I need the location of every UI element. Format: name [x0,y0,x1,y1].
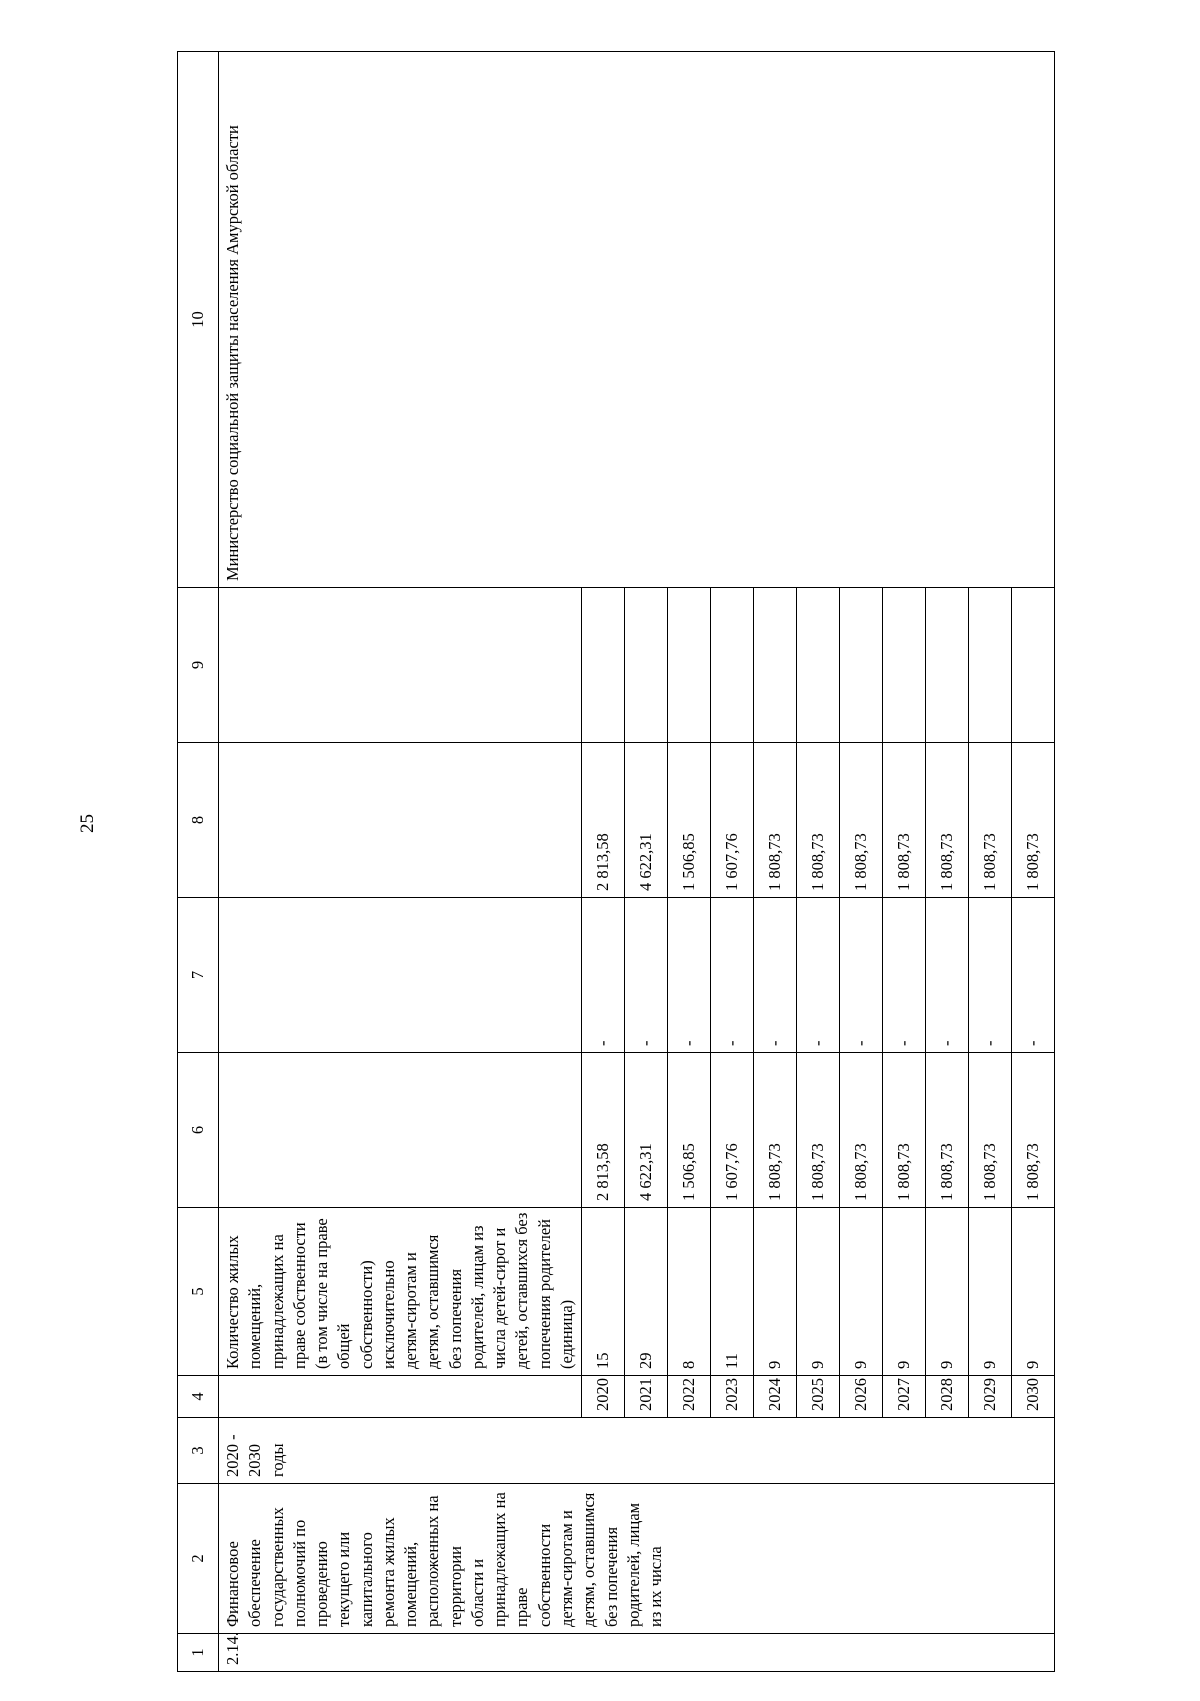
dash-cell: - [625,898,668,1053]
empty-cell [219,743,582,898]
amount-cell: 1 808,73 [754,743,797,898]
empty-cell [797,588,840,743]
count-cell: 9 [754,1208,797,1376]
empty-cell [219,898,582,1053]
amount-cell: 1 808,73 [797,1053,840,1208]
amount-cell: 2 813,58 [582,743,625,898]
header-cell: 1 [178,1634,219,1672]
dash-cell: - [754,898,797,1053]
header-cell: 8 [178,743,219,898]
count-cell: 9 [797,1208,840,1376]
header-cell: 2 [178,1484,219,1634]
amount-cell: 1 808,73 [926,1053,969,1208]
amount-cell: 4 622,31 [625,743,668,898]
amount-cell: 1 607,76 [711,1053,754,1208]
amount-cell: 1 808,73 [754,1053,797,1208]
year-cell: 2020 [582,1376,625,1418]
header-cell: 3 [178,1418,219,1484]
dash-cell: - [969,898,1012,1053]
empty-cell [926,588,969,743]
empty-cell [219,1053,582,1208]
amount-cell: 1 808,73 [883,743,926,898]
program-table [177,51,1055,1672]
header-row [178,52,219,1672]
amount-cell: 1 808,73 [883,1053,926,1208]
year-cell: 2025 [797,1376,840,1418]
page-number: 25 [77,814,98,833]
amount-cell: 4 622,31 [625,1053,668,1208]
count-cell: 9 [1012,1208,1055,1376]
header-cell: 10 [178,52,219,588]
dash-cell: - [883,898,926,1053]
amount-cell: 1 808,73 [840,743,883,898]
count-cell: 15 [582,1208,625,1376]
header-cell: 9 [178,588,219,743]
empty-cell [840,588,883,743]
indicator-text: Количество жилых помещений, принадлежащих на праве собственности (в том числе на праве общей собственности) исключительно детям-сиротам и детям, оставшимся без попечения родителей, лицам из числа детей-сирот и детей, оставшихся без попечения родителей (единица) [219,1208,582,1376]
rotated-table-wrapper [177,52,1043,1672]
count-cell: 29 [625,1208,668,1376]
year-cell: 2022 [668,1376,711,1418]
header-cell: 6 [178,1053,219,1208]
empty-cell [219,588,582,743]
item-name: Финансовое обеспечение государственных полномочий по проведению текущего или капитального ремонта жилых помещений, расположенных на территории области и принадлежащих на праве собственности детям-сиротам и детям, оставшимся без попечения родителей, лицам из их числа [219,1484,1055,1634]
amount-cell: 1 808,73 [797,743,840,898]
dash-cell: - [582,898,625,1053]
amount-cell: 1 808,73 [969,743,1012,898]
empty-cell [668,588,711,743]
empty-cell [1012,588,1055,743]
amount-cell: 1 808,73 [969,1053,1012,1208]
header-cell: 7 [178,898,219,1053]
executor-cell: Министерство социальной защиты населения Амурской области [219,52,1055,588]
empty-cell [711,588,754,743]
year-cell: 2029 [969,1376,1012,1418]
item-row [219,52,582,1672]
header-cell: 4 [178,1376,219,1418]
year-header-cell [219,1376,582,1418]
year-cell: 2021 [625,1376,668,1418]
item-period: 2020 - 2030 годы [219,1418,1055,1484]
empty-cell [883,588,926,743]
dash-cell: - [668,898,711,1053]
year-cell: 2026 [840,1376,883,1418]
empty-cell [754,588,797,743]
dash-cell: - [926,898,969,1053]
dash-cell: - [797,898,840,1053]
amount-cell: 1 808,73 [1012,743,1055,898]
count-cell: 11 [711,1208,754,1376]
empty-cell [969,588,1012,743]
count-cell: 9 [926,1208,969,1376]
dash-cell: - [711,898,754,1053]
year-cell: 2027 [883,1376,926,1418]
amount-cell: 1 808,73 [840,1053,883,1208]
header-cell: 5 [178,1208,219,1376]
year-cell: 2030 [1012,1376,1055,1418]
empty-cell [625,588,668,743]
year-cell: 2024 [754,1376,797,1418]
dash-cell: - [840,898,883,1053]
amount-cell: 1 607,76 [711,743,754,898]
count-cell: 8 [668,1208,711,1376]
amount-cell: 1 506,85 [668,743,711,898]
count-cell: 9 [883,1208,926,1376]
count-cell: 9 [840,1208,883,1376]
year-cell: 2023 [711,1376,754,1418]
count-cell: 9 [969,1208,1012,1376]
dash-cell: - [1012,898,1055,1053]
empty-cell [582,588,625,743]
amount-cell: 1 808,73 [1012,1053,1055,1208]
item-number: 2.14. [219,1634,1055,1672]
amount-cell: 1 506,85 [668,1053,711,1208]
amount-cell: 1 808,73 [926,743,969,898]
year-cell: 2028 [926,1376,969,1418]
amount-cell: 2 813,58 [582,1053,625,1208]
